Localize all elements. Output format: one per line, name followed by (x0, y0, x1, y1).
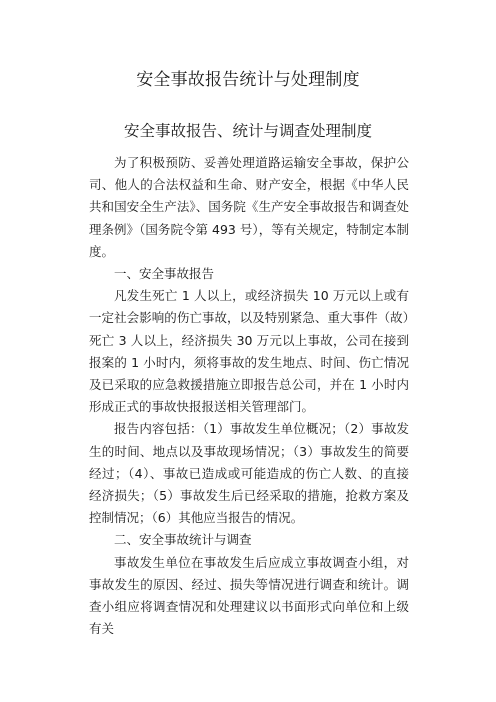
document-subtitle: 安全事故报告、统计与调查处理制度 (123, 122, 372, 140)
document-body (89, 152, 409, 640)
report-contents-paragraph: 报告内容包括：（1）事故发生单位概况；（2）事故发生的时间、地点以及事故现场情况；（3）事故发生的简要经过；（4）、事故已造成或可能造成的伤亡人数、的直接经济损失；（5）事故发生后已经采取的措施，抢救方案及控制情况；（6）其他应当报告的情况。 (89, 421, 409, 526)
investigation-paragraph: 事故发生单位在事故发生后应成立事故调查小组，对事故发生的原因、经过、损失等情况进行调查和统计。调查小组应将调查情况和处理建议以书面形式向单位和上级有关 (89, 554, 409, 637)
section-heading-statistics: 二、安全事故统计与调查 (114, 532, 252, 548)
reporting-paragraph: 凡发生死亡 1 人以上，或经济损失 10 万元以上或有一定社会影响的伤亡事故，以及特别紧急、重大事件（故）死亡 3 人以上，经济损失 30 万元以上事故，公司在接到报案的 1 小时内，须将事故的发生地点、时间、伤亡情况及已采取的应急救援措施立即报告总公司，并在 1 小时内形成正式的事故快报报送相关管理部门。 (89, 288, 409, 415)
intro-paragraph: 为了积极预防、妥善处理道路运输安全事故，保护公司、他人的合法权益和生命、财产安全，根据《中华人民共和国安全生产法》、国务院《生产安全事故报告和调查处理条例》（国务院令第 493 号），等有关规定，特制定本制度。 (89, 155, 409, 259)
document-title: 安全事故报告统计与处理制度 (136, 70, 360, 90)
section-heading-reporting: 一、安全事故报告 (114, 266, 215, 282)
